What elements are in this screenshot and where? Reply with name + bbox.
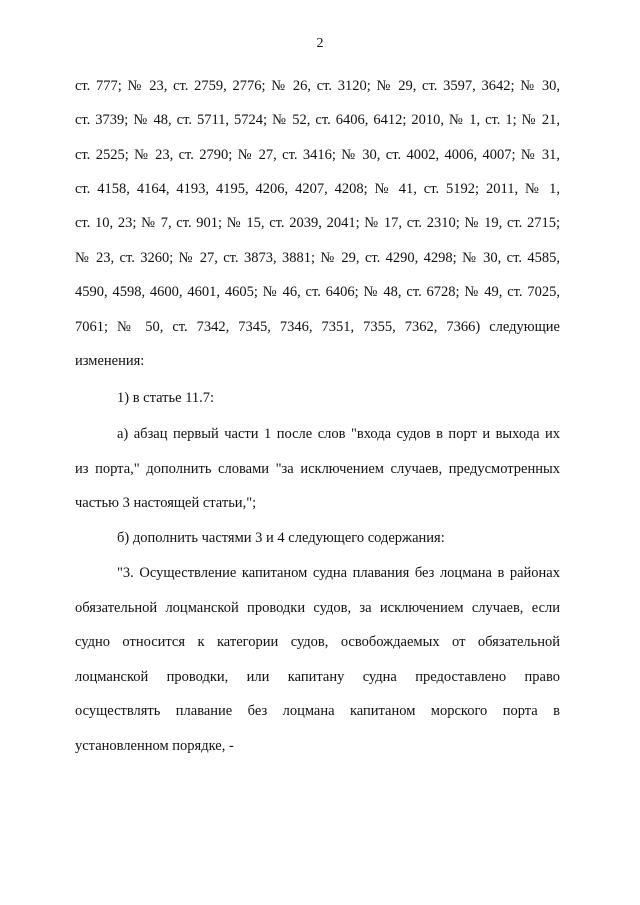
text-line: ст. 3739; № 48, ст. 5711, 5724; № 52, ст. 6406, 6412; 2010, № 1, ст. 1; № 21, (75, 112, 560, 128)
text-line: из порта," дополнить словами "за исключением случаев, предусмотренных (75, 461, 560, 477)
text-line: обязательной лоцманской проводки судов, за исключением случаев, если (75, 600, 560, 616)
paragraph-first-line: а) абзац первый части 1 после слов "входа судов в порт и выхода их (117, 426, 560, 442)
page-number: 2 (316, 36, 324, 51)
text-line: лоцманской проводки, или капитану судна предоставлено право (75, 669, 560, 685)
paragraph-first-line: б) дополнить частями 3 и 4 следующего содержания: (117, 530, 445, 546)
text-line: ст. 10, 23; № 7, ст. 901; № 15, ст. 2039, 2041; № 17, ст. 2310; № 19, ст. 2715; (75, 215, 560, 231)
text-line: 4590, 4598, 4600, 4601, 4605; № 46, ст. 6406; № 48, ст. 6728; № 49, ст. 7025, (75, 284, 560, 300)
text-line: изменения: (75, 353, 145, 369)
text-line: судно относится к категории судов, освобождаемых от обязательной (75, 634, 560, 650)
text-line: ст. 4158, 4164, 4193, 4195, 4206, 4207, 4208; № 41, ст. 5192; 2011, № 1, (75, 181, 560, 197)
text-line: ст. 2525; № 23, ст. 2790; № 27, ст. 3416; № 30, ст. 4002, 4006, 4007; № 31, (75, 147, 560, 163)
text-line: № 23, ст. 3260; № 27, ст. 3873, 3881; № 29, ст. 4290, 4298; № 30, ст. 4585, (75, 250, 560, 266)
list-item-heading: 1) в статье 11.7: (117, 390, 215, 406)
paragraph-first-line: "3. Осуществление капитаном судна плавания без лоцмана в районах (117, 565, 560, 581)
text-line: частью 3 настоящей статьи,"; (75, 495, 257, 511)
text-line: установленном порядке, - (75, 738, 234, 754)
text-line: 7061; № 50, ст. 7342, 7345, 7346, 7351, 7355, 7362, 7366) следующие (75, 319, 560, 335)
text-line: ст. 777; № 23, ст. 2759, 2776; № 26, ст. 3120; № 29, ст. 3597, 3642; № 30, (75, 78, 560, 94)
text-line: осуществлять плавание без лоцмана капитаном морского порта в (75, 703, 560, 719)
